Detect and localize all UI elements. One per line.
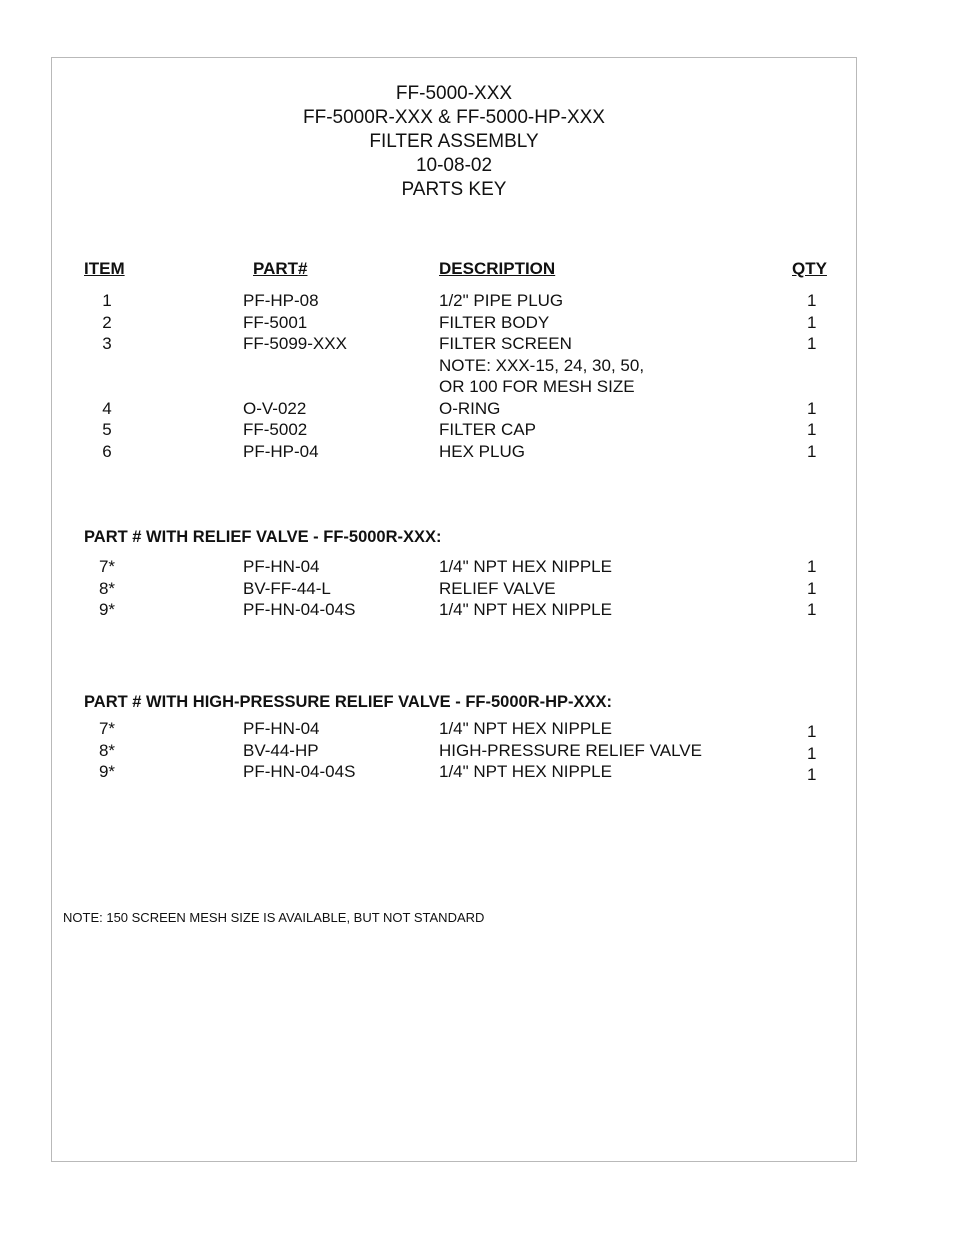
relief-section-title: PART # WITH RELIEF VALVE - FF-5000R-XXX: xyxy=(84,528,442,546)
part-number: PF-HN-04 xyxy=(243,557,320,576)
relief-parts-row xyxy=(52,578,858,599)
item-number: 3 xyxy=(102,334,112,353)
part-description: HEX PLUG xyxy=(439,441,525,461)
part-number: O-V-022 xyxy=(243,398,307,418)
part-number: FF-5001 xyxy=(243,312,308,332)
part-description: FILTER CAP xyxy=(439,420,536,439)
quantity: 1 xyxy=(807,312,817,332)
parts-row xyxy=(52,441,858,462)
part-description: 1/4" NPT HEX NIPPLE xyxy=(439,719,612,738)
document-header xyxy=(52,82,856,202)
item-number: 9* xyxy=(98,762,116,781)
document-page xyxy=(51,57,857,1162)
item-number: 5 xyxy=(102,420,112,439)
item-number: 4 xyxy=(102,398,112,418)
item-number: 2 xyxy=(102,312,112,332)
item-number: 7* xyxy=(98,719,116,738)
part-number: FF-5002 xyxy=(243,420,308,439)
column-header-part: PART# xyxy=(253,259,308,278)
relief-parts-row xyxy=(52,599,858,620)
part-description: 1/4" NPT HEX NIPPLE xyxy=(439,600,612,619)
hp-parts-row xyxy=(52,740,858,761)
parts-row xyxy=(52,355,858,376)
hp-parts-row xyxy=(52,718,858,739)
relief-parts-row xyxy=(52,556,858,577)
part-number: PF-HP-08 xyxy=(243,291,319,310)
footnote: NOTE: 150 SCREEN MESH SIZE IS AVAILABLE, BUT NOT STANDARD xyxy=(63,910,485,925)
parts-row xyxy=(52,419,858,440)
item-number: 7* xyxy=(98,557,116,576)
part-description: OR 100 FOR MESH SIZE xyxy=(439,377,635,396)
quantity: 1 xyxy=(807,441,817,461)
quantity: 1 xyxy=(807,743,817,763)
parts-row xyxy=(52,290,858,311)
part-number: PF-HN-04-04S xyxy=(243,762,356,781)
header-line-date: 10-08-02 xyxy=(415,155,493,176)
part-description: 1/2" PIPE PLUG xyxy=(439,291,564,310)
part-description: NOTE: XXX-15, 24, 30, 50, xyxy=(439,355,645,375)
header-line-model: FF-5000-XXX xyxy=(395,83,513,104)
part-description: HIGH-PRESSURE RELIEF VALVE xyxy=(439,740,702,760)
part-number: BV-FF-44-L xyxy=(243,578,331,598)
item-number: 9* xyxy=(98,600,116,619)
quantity: 1 xyxy=(807,557,817,576)
part-number: BV-44-HP xyxy=(243,740,319,760)
quantity: 1 xyxy=(807,765,817,784)
column-header-description: DESCRIPTION xyxy=(439,259,556,278)
header-line-parts-key: PARTS KEY xyxy=(401,179,507,200)
parts-row xyxy=(52,333,858,354)
column-header-qty: QTY xyxy=(792,259,827,278)
part-number: PF-HN-04-04S xyxy=(243,600,356,619)
part-number: PF-HP-04 xyxy=(243,441,319,461)
part-description: O-RING xyxy=(439,398,501,418)
quantity: 1 xyxy=(807,420,817,439)
part-description: 1/4" NPT HEX NIPPLE xyxy=(439,557,612,576)
item-number: 8* xyxy=(98,740,116,760)
hp-section-title: PART # WITH HIGH-PRESSURE RELIEF VALVE - FF-5000R-HP-XXX: xyxy=(84,693,613,711)
quantity: 1 xyxy=(807,334,817,353)
header-line-title: FILTER ASSEMBLY xyxy=(369,131,539,152)
part-description: RELIEF VALVE xyxy=(439,578,556,598)
quantity: 1 xyxy=(807,291,817,310)
header-line-variants: FF-5000R-XXX & FF-5000-HP-XXX xyxy=(303,107,605,128)
item-number: 8* xyxy=(98,578,116,598)
quantity: 1 xyxy=(807,578,817,598)
part-number: PF-HN-04 xyxy=(243,719,320,738)
item-number: 1 xyxy=(102,291,112,310)
part-description: FILTER BODY xyxy=(439,312,550,332)
quantity: 1 xyxy=(807,722,817,741)
quantity: 1 xyxy=(807,398,817,418)
column-header-item: ITEM xyxy=(84,259,125,278)
hp-parts-row xyxy=(52,761,858,782)
quantity: 1 xyxy=(807,600,817,619)
part-description: FILTER SCREEN xyxy=(439,334,572,353)
item-number: 6 xyxy=(102,441,112,461)
parts-row xyxy=(52,376,858,397)
parts-row xyxy=(52,398,858,419)
parts-row xyxy=(52,312,858,333)
part-description: 1/4" NPT HEX NIPPLE xyxy=(439,762,612,781)
part-number: FF-5099-XXX xyxy=(243,334,347,353)
